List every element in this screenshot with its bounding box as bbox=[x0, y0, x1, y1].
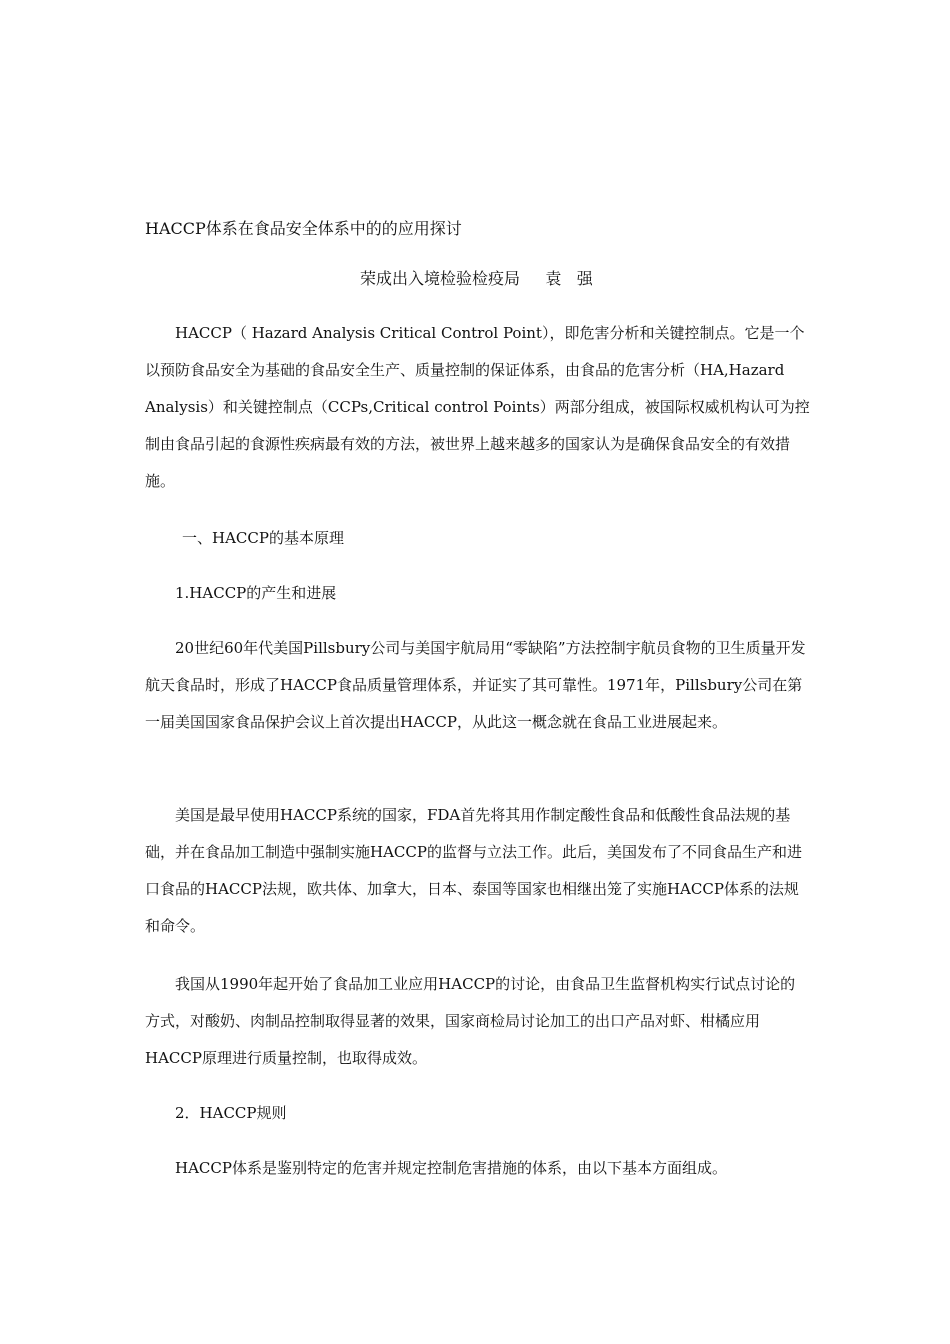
intro-paragraph: HACCP（ Hazard Analysis Critical Control Point），即危害分析和关键控制点。它是一个以预防食品安全为基础的食品安全生产、质量控制的保证体系，由食品的危害分析（HA,Hazard Analysis）和关键控制点（CCPs,Critical control Points）两部分组成，被国际权威机构认可为控制由食品引起的食源性疾病最有效的方法，被世界上越来越多的国家认为是确保食品安全的有效措施。 bbox=[145, 324, 810, 490]
section-heading-principles: 一、HACCP的基本原理 bbox=[182, 529, 344, 547]
document-title: HACCP体系在食品安全体系中的的应用探讨 bbox=[145, 219, 462, 238]
author-line: 荣成出入境检验检疫局 袁 强 bbox=[360, 269, 593, 288]
paragraph-usa: 美国是最早使用HACCP系统的国家，FDA首先将其用作制定酸性食品和低酸性食品法规的基础，并在食品加工制造中强制实施HACCP的监督与立法工作。此后，美国发布了不同食品生产和进口食品的HACCP法规，欧共体、加拿大，日本、泰国等国家也相继出笼了实施HACCP体系的法规和命令。 bbox=[145, 806, 802, 935]
paragraph-history: 20世纪60年代美国Pillsbury公司与美国宇航局用“零缺陷”方法控制宇航员食物的卫生质量开发航天食品时，形成了HACCP食品质量管理体系，并证实了其可靠性。1971年，Pillsbury公司在第一届美国国家食品保护会议上首次提出HACCP，从此这一概念就在食品工业进展起来。 bbox=[145, 639, 806, 731]
paragraph-rules: HACCP体系是鉴别特定的危害并规定控制危害措施的体系，由以下基本方面组成。 bbox=[175, 1159, 727, 1177]
paragraph-china: 我国从1990年起开始了食品加工业应用HACCP的讨论，由食品卫生监督机构实行试点讨论的方式，对酸奶、肉制品控制取得显著的效果，国家商检局讨论加工的出口产品对虾、柑橘应用HACCP原理进行质量控制，也取得成效。 bbox=[145, 975, 796, 1067]
subsection-heading-rules: 2．HACCP规则 bbox=[175, 1104, 287, 1122]
subsection-heading-origin: 1.HACCP的产生和进展 bbox=[175, 584, 337, 602]
